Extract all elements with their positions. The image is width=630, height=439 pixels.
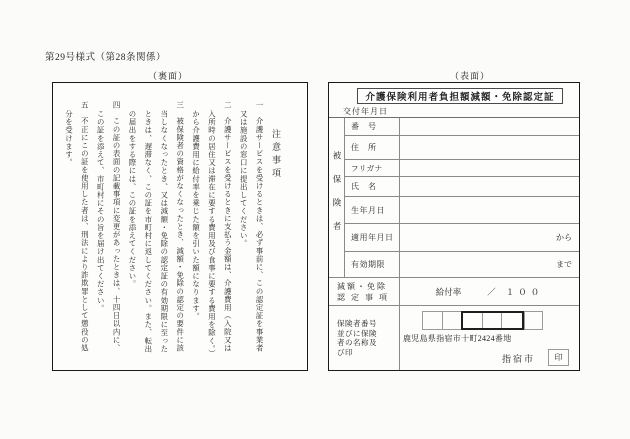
note-line: 分を受けます。: [64, 109, 74, 167]
row-label-expiry: 有効期限: [344, 251, 399, 277]
certificate-table: [329, 117, 579, 370]
form-number: 第29号様式（第28条関係）: [45, 53, 167, 63]
insurer-cell: [399, 305, 579, 370]
certificate-title: 介護保険利用者負担額減額・免除認定証: [357, 88, 563, 104]
row-label-birthdate: 生年月日: [344, 196, 399, 223]
note-line: 入所時の居住又は滞在に要する費用及び食事に要する費用を除く。）: [207, 109, 217, 357]
notes-body: [53, 83, 307, 370]
notes-heading: 注意事項: [271, 129, 281, 181]
insurer-number-box-group: [461, 311, 524, 330]
row-label-address: 住 所: [344, 135, 399, 159]
front-side-label: （表面）: [450, 71, 491, 81]
row-value-furigana: [399, 159, 579, 176]
note-line: から介護費用に給付率を乗じた額を引いた額になります。: [191, 109, 201, 321]
front-page: [328, 82, 580, 371]
benefit-rate-cell: [399, 277, 579, 305]
insurer-label-line2: 並びに保険: [337, 328, 377, 338]
note-line: 又は施設の窓口に提出してください。: [239, 109, 249, 248]
insurer-number-box: [422, 311, 442, 330]
back-page: [52, 82, 308, 371]
insurer-number-box: [524, 311, 544, 330]
insured-person-header: [329, 118, 344, 277]
row-value-name: [399, 176, 579, 196]
insurer-label-line3: 者の名称及: [337, 338, 377, 347]
insurer-number-box: [483, 313, 503, 328]
seal-box: [548, 349, 569, 366]
benefit-rate-label: 給付率: [435, 286, 462, 297]
insured-person-label: 被保険者: [332, 150, 342, 245]
insurer-label-line4: び印: [337, 347, 353, 357]
row-label-name: 氏 名: [344, 176, 399, 196]
note-line: の届出をする際には、この証を添えてください。: [127, 109, 137, 288]
insurer-label-line1: 保険者番号: [337, 319, 377, 328]
row-label-furigana: フリガナ: [344, 159, 399, 176]
reduction-label-line2: 認 定 事 項: [337, 292, 389, 302]
seal-label: 印: [554, 353, 563, 362]
insurer-number-box: [502, 313, 522, 328]
benefit-rate-denominator: １００: [505, 286, 544, 297]
row-label-number: 番 号: [344, 118, 399, 135]
note-line: 四 この証の表面の記載事項に変更があったときは、十四日以内に、: [112, 101, 122, 353]
back-side-label: （裏面）: [148, 71, 189, 81]
note-line: 五 不正にこの証を使用した者は、刑法により詐欺罪として懲役の処: [80, 101, 90, 353]
insurer-address: 鹿児島県指宿市十町2424番地: [403, 334, 512, 343]
note-line: この証を添えて、市町村にその旨を届け出てください。: [96, 109, 106, 312]
insurer-number-boxes: [422, 311, 543, 330]
row-value-address: [399, 135, 579, 159]
reduction-label: [329, 277, 399, 305]
note-line: 二 介護サービスを受けるときに支払う金額は、介護費用（入院又は: [223, 101, 233, 353]
issue-date-label: 交付年月日: [343, 107, 388, 116]
insurer-city-name: 指宿市: [502, 354, 536, 364]
note-line: 当しなくなったとき、又は減額・免除の認定証の有効期限に至った: [159, 109, 169, 353]
note-line: 一 介護サービスを受けるときは、必ず事前に、この認定証を事業者: [255, 101, 265, 353]
row-value-apply-from: から: [399, 223, 579, 251]
insurer-number-box: [463, 313, 483, 328]
row-value-expiry-until: まで: [399, 251, 579, 277]
note-line: 三 被保険者の資格がなくなったとき、減額・免除の認定の要件に該: [175, 101, 185, 353]
benefit-rate-slash: ／: [487, 286, 496, 297]
row-value-birthdate: [399, 196, 579, 223]
note-line: ときは、遅滞なく、この証を市町村に返してください。また、転出: [143, 109, 153, 353]
insurer-label: [329, 305, 399, 370]
insurer-number-box: [442, 311, 462, 330]
row-label-apply-date: 適用年月日: [344, 223, 399, 251]
reduction-label-line1: 減額・免除: [337, 281, 387, 291]
row-value-number: [399, 118, 579, 135]
